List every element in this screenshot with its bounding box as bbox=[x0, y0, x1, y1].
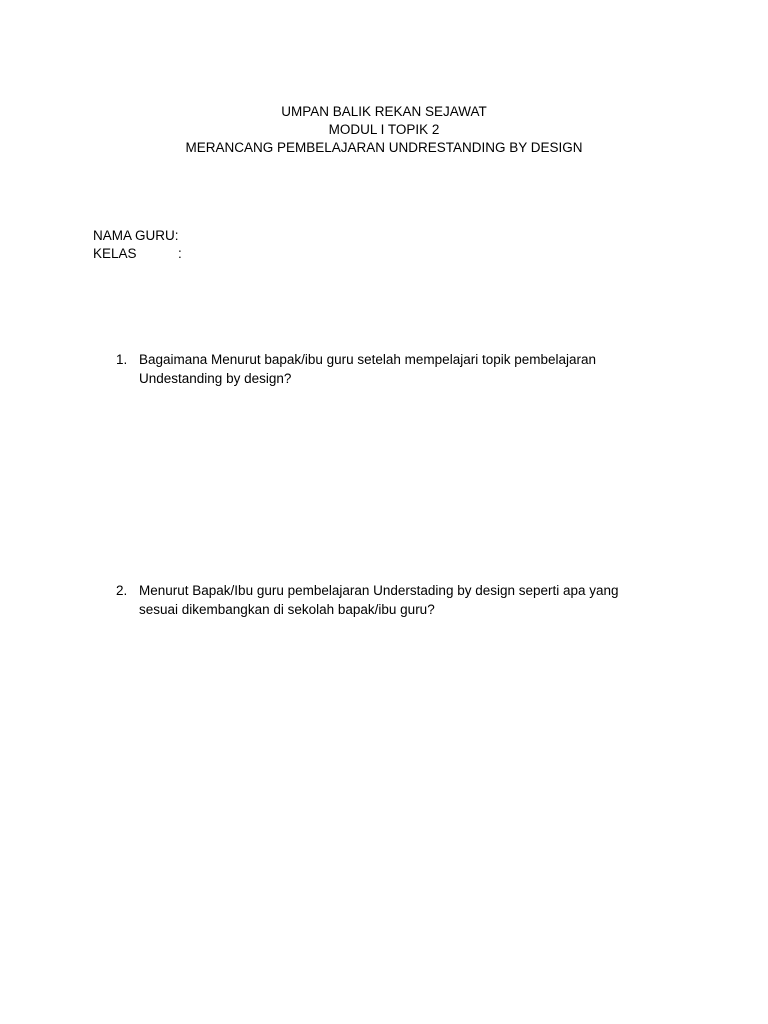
question-line: Bagaimana Menurut bapak/ibu guru setelah mempelajari topik pembelajaran bbox=[139, 352, 597, 367]
question-line: sesuai dikembangkan di sekolah bapak/ibu guru? bbox=[139, 602, 435, 617]
question-item bbox=[116, 581, 676, 619]
identity-section bbox=[93, 227, 182, 263]
header-module: MODUL I TOPIK 2 bbox=[328, 122, 440, 137]
question-number: 2. bbox=[116, 583, 128, 598]
header-title: UMPAN BALIK REKAN SEJAWAT bbox=[281, 104, 487, 119]
kelas-row bbox=[93, 245, 182, 263]
nama-guru-label: NAMA GURU: bbox=[93, 228, 179, 243]
question-line: Menurut Bapak/Ibu guru pembelajaran Understading by design seperti apa yang bbox=[139, 583, 619, 598]
nama-guru-row bbox=[93, 227, 179, 245]
header-subtitle: MERANCANG PEMBELAJARAN UNDRESTANDING BY DESIGN bbox=[185, 140, 583, 155]
document-header bbox=[0, 103, 768, 157]
question-text bbox=[139, 581, 676, 619]
question-line: Undestanding by design? bbox=[139, 371, 292, 386]
question-number: 1. bbox=[116, 352, 128, 367]
kelas-colon: : bbox=[178, 246, 182, 261]
question-text bbox=[139, 350, 676, 388]
kelas-label: KELAS bbox=[93, 246, 137, 261]
question-item bbox=[116, 350, 676, 388]
